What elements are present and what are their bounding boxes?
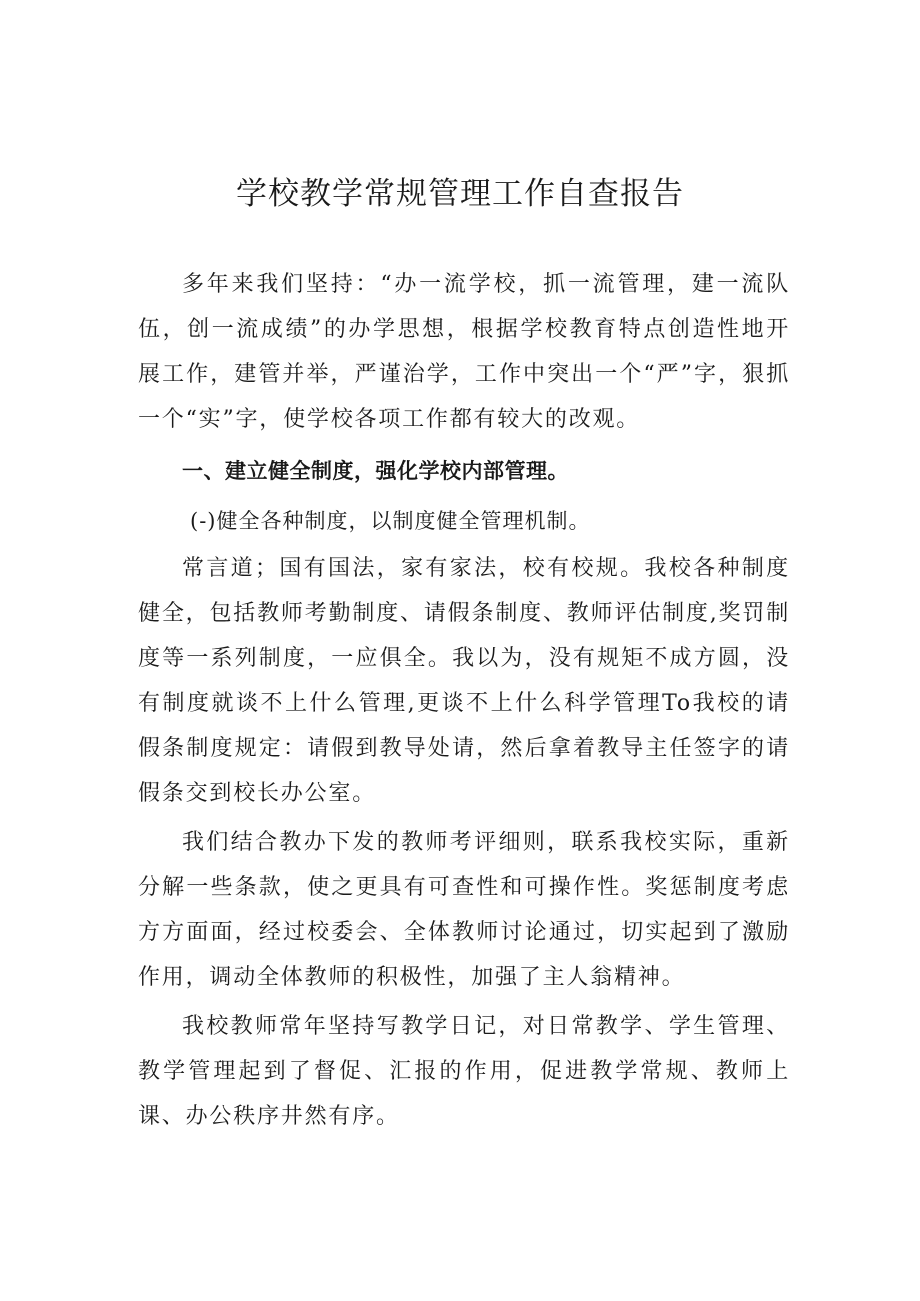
document-title: 学校教学常规管理工作自查报告: [236, 176, 684, 212]
paragraph-evaluation: 我们结合教办下发的教师考评细则，联系我校实际，重新分解一些条款，使之更具有可查性和可操作性。奖惩制度考虑方方面面，经过校委会、全体教师讨论通过，切实起到了激励作用，调动全体教师的积极性，加强了主人翁精神。: [138, 830, 790, 990]
section-heading-1: 一、建立健全制度，强化学校内部管理。: [182, 459, 569, 483]
paragraph-diary: 我校教师常年坚持写教学日记，对日常教学、学生管理、教学管理起到了督促、汇报的作用，促进教学常规、教师上课、办公秩序井然有序。: [138, 1014, 790, 1129]
document-body: [138, 262, 790, 1139]
paragraph-rules: 常言道；国有国法，家有家法，校有校规。我校各种制度健全，包括教师考勤制度、请假条制度、教师评估制度,奖罚制度等一系列制度，一应俱全。我以为，没有规矩不成方圆，没有制度就谈不上什么管理,更谈不上什么科学管理To我校的请假条制度规定：请假到教导处请，然后拿着教导主任签字的请假条交到校长办公室。: [138, 556, 790, 806]
subsection-heading-1: (-)健全各种制度，以制度健全管理机制。: [190, 509, 591, 533]
paragraph-intro: 多年来我们坚持：“办一流学校，抓一流管理，建一流队伍，创一流成绩”的办学思想，根据学校教育特点创造性地开展工作，建管并举，严谨治学，工作中突出一个“严”字，狠抓一个“实”字，使学校各项工作都有较大的改观。: [138, 272, 790, 432]
